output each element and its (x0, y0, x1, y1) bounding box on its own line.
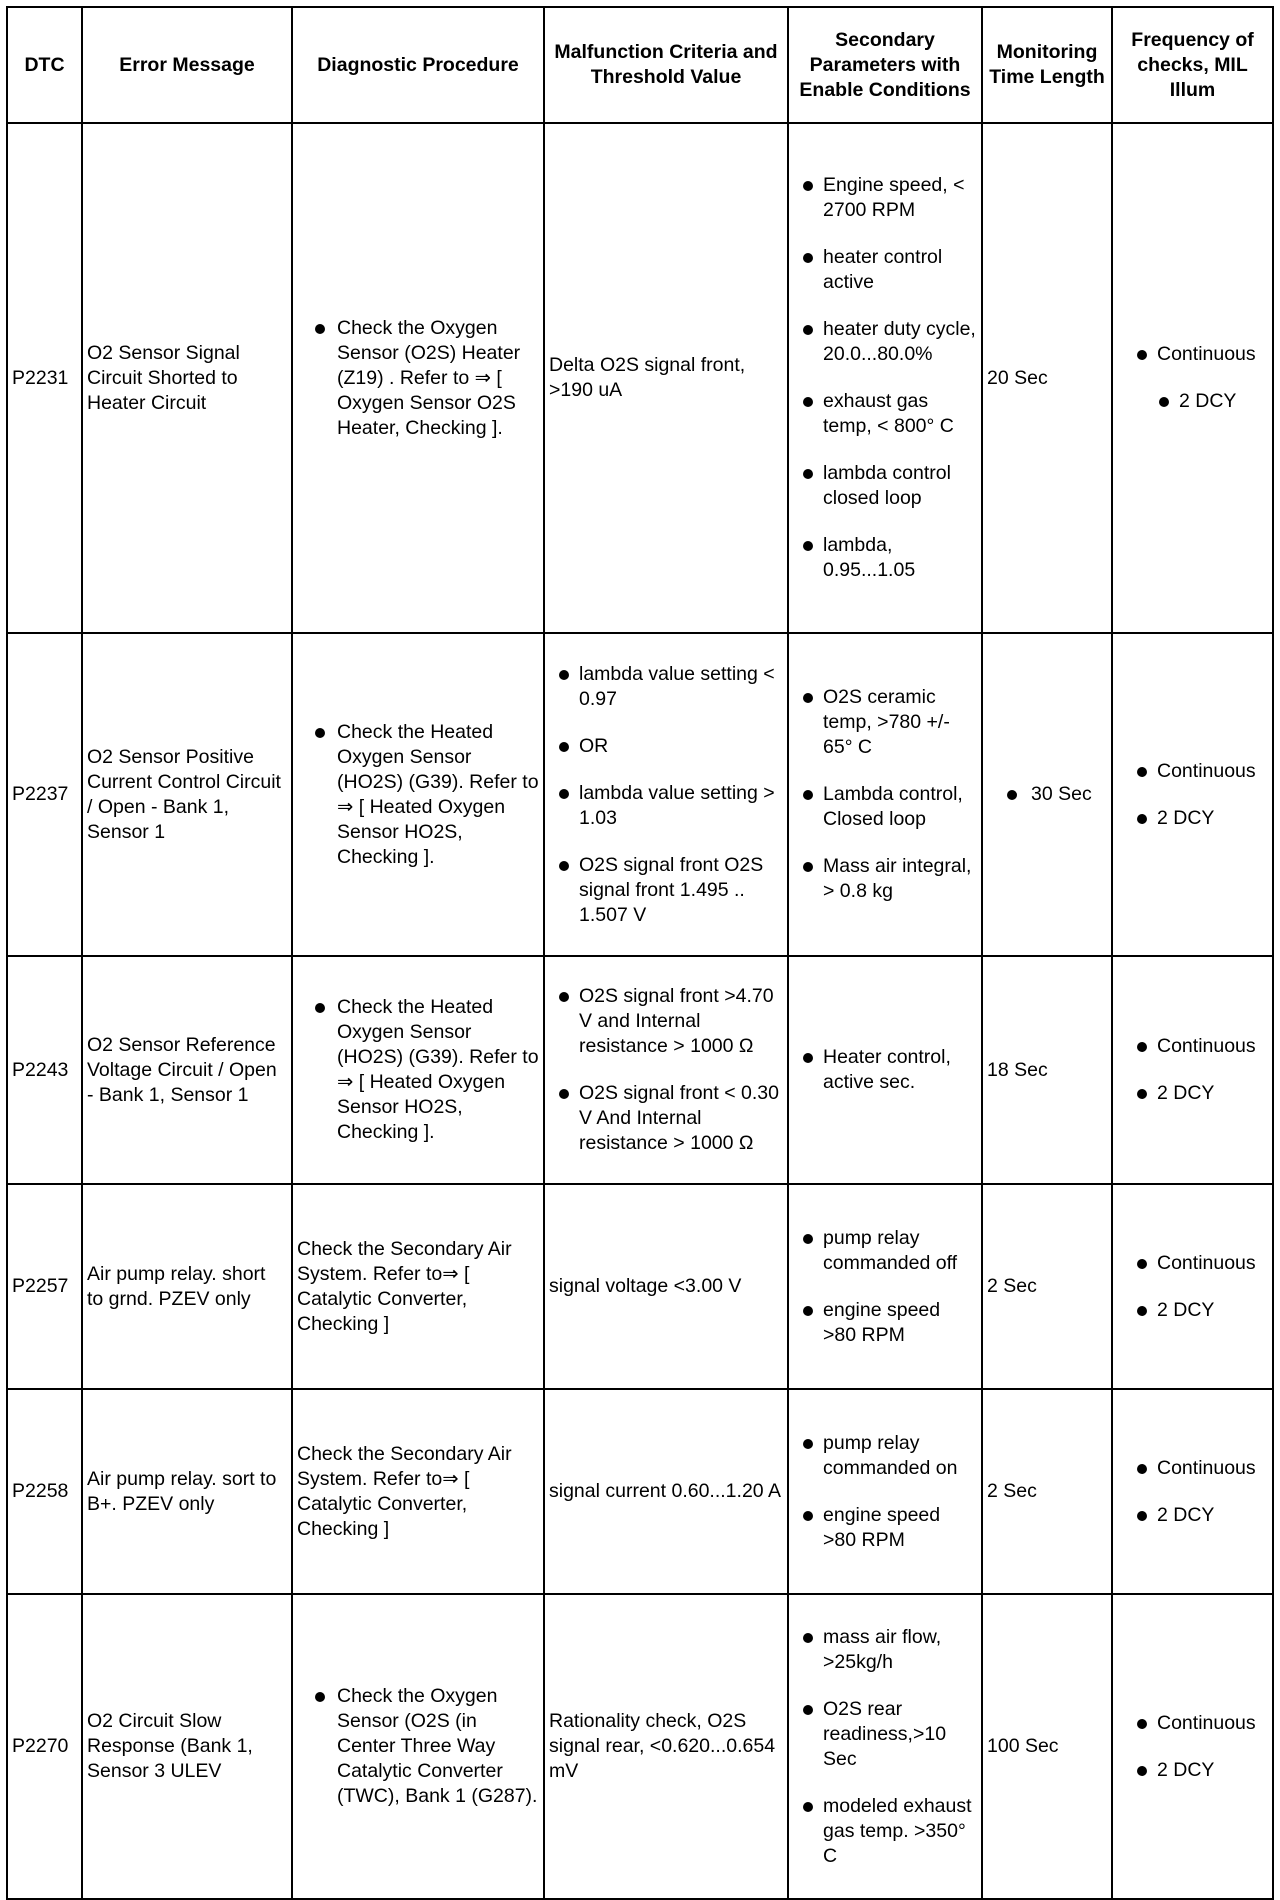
diagnostic-procedure-list (297, 720, 539, 870)
diagnostic-procedure (292, 1389, 544, 1594)
table-row (7, 123, 1273, 633)
list-item: 2 DCY (1117, 1298, 1268, 1323)
list-item: 2 DCY (1117, 1758, 1268, 1783)
secondary-parameters (788, 956, 982, 1184)
diagnostic-procedure (292, 956, 544, 1184)
list-item: heater control active (793, 245, 977, 295)
header-frequency: Frequency of checks, MIL Illum (1112, 7, 1273, 123)
monitoring-time-text: 2 Sec (987, 1275, 1037, 1297)
list-item: Continuous (1117, 1251, 1268, 1276)
list-item: O2S signal front < 0.30 V And Internal resistance > 1000 Ω (549, 1081, 783, 1156)
header-monitoring-time: Monitoring Time Length (982, 7, 1112, 123)
malfunction-criteria-text: signal current 0.60...1.20 A (549, 1480, 781, 1502)
list-item: lambda control closed loop (793, 461, 977, 511)
error-message: O2 Sensor Signal Circuit Shorted to Heater Circuit (82, 123, 292, 633)
table-row (7, 633, 1273, 956)
monitoring-time-text: 2 Sec (987, 1480, 1037, 1502)
list-item: OR (549, 734, 783, 759)
dtc-code: P2257 (7, 1184, 82, 1389)
header-malfunction-criteria: Malfunction Criteria and Threshold Value (544, 7, 788, 123)
monitoring-time-text: 100 Sec (987, 1735, 1059, 1757)
frequency-checks (1112, 123, 1273, 633)
list-item: heater duty cycle, 20.0...80.0% (793, 317, 977, 367)
frequency-checks-list (1117, 759, 1268, 831)
header-secondary-parameters: Secondary Parameters with Enable Conditions (788, 7, 982, 123)
error-message: O2 Sensor Reference Voltage Circuit / Open - Bank 1, Sensor 1 (82, 956, 292, 1184)
list-item: Check the Heated Oxygen Sensor (HO2S) (G39). Refer to ⇒ [ Heated Oxygen Sensor HO2S, Checking ]. (297, 720, 539, 870)
header-diagnostic-procedure: Diagnostic Procedure (292, 7, 544, 123)
malfunction-criteria-text: Delta O2S signal front, >190 uA (549, 354, 746, 401)
dtc-table (6, 6, 1274, 1900)
frequency-checks (1112, 1389, 1273, 1594)
list-item: modeled exhaust gas temp. >350° C (793, 1794, 977, 1869)
frequency-checks (1112, 1184, 1273, 1389)
secondary-parameters (788, 1594, 982, 1899)
diagnostic-procedure (292, 1184, 544, 1389)
header-row (7, 7, 1273, 123)
error-message: O2 Sensor Positive Current Control Circuit / Open - Bank 1, Sensor 1 (82, 633, 292, 956)
table-row (7, 1389, 1273, 1594)
malfunction-criteria-list (549, 984, 783, 1156)
secondary-parameters-list (793, 685, 977, 904)
error-message: Air pump relay. sort to B+. PZEV only (82, 1389, 292, 1594)
list-item: Check the Heated Oxygen Sensor (HO2S) (G39). Refer to ⇒ [ Heated Oxygen Sensor HO2S, Checking ]. (297, 995, 539, 1145)
frequency-checks-list (1117, 342, 1268, 414)
list-item: Continuous (1117, 1711, 1268, 1736)
secondary-parameters-list (793, 173, 977, 583)
list-item: 2 DCY (1117, 389, 1268, 414)
list-item: Continuous (1117, 759, 1268, 784)
malfunction-criteria (544, 1594, 788, 1899)
list-item: Continuous (1117, 1034, 1268, 1059)
list-item: exhaust gas temp, < 800° C (793, 389, 977, 439)
malfunction-criteria-text: Rationality check, O2S signal rear, <0.620...0.654 mV (549, 1710, 776, 1782)
diagnostic-procedure-list (297, 995, 539, 1145)
list-item: Continuous (1117, 1456, 1268, 1481)
error-message: Air pump relay. short to grnd. PZEV only (82, 1184, 292, 1389)
frequency-checks-list (1117, 1456, 1268, 1528)
list-item: Check the Oxygen Sensor (O2S (in Center Three Way Catalytic Converter (TWC), Bank 1 (G287). (297, 1684, 539, 1809)
table-row (7, 1184, 1273, 1389)
diagnostic-procedure-list (297, 316, 539, 441)
frequency-checks-list (1117, 1251, 1268, 1323)
list-item: 2 DCY (1117, 1081, 1268, 1106)
list-item: lambda value setting > 1.03 (549, 781, 783, 831)
list-item: 2 DCY (1117, 1503, 1268, 1528)
error-message: O2 Circuit Slow Response (Bank 1, Sensor 3 ULEV (82, 1594, 292, 1899)
header-error-message: Error Message (82, 7, 292, 123)
monitoring-time (982, 1184, 1112, 1389)
list-item: Engine speed, < 2700 RPM (793, 173, 977, 223)
list-item: O2S signal front O2S signal front 1.495 .. 1.507 V (549, 853, 783, 928)
list-item: Heater control, active sec. (793, 1045, 977, 1095)
list-item: O2S signal front >4.70 V and Internal resistance > 1000 Ω (549, 984, 783, 1059)
frequency-checks (1112, 1594, 1273, 1899)
secondary-parameters-list (793, 1226, 977, 1348)
dtc-code: P2243 (7, 956, 82, 1184)
malfunction-criteria-text: signal voltage <3.00 V (549, 1275, 742, 1297)
list-item: engine speed >80 RPM (793, 1298, 977, 1348)
dtc-code: P2270 (7, 1594, 82, 1899)
list-item: 2 DCY (1117, 806, 1268, 831)
monitoring-time (982, 1389, 1112, 1594)
diagnostic-procedure-text: Check the Secondary Air System. Refer to⇒ [ Catalytic Converter, Checking ] (297, 1237, 512, 1335)
list-item: O2S ceramic temp, >780 +/- 65° C (793, 685, 977, 760)
secondary-parameters-list (793, 1431, 977, 1553)
secondary-parameters-list (793, 1045, 977, 1095)
dtc-code: P2258 (7, 1389, 82, 1594)
frequency-checks (1112, 956, 1273, 1184)
monitoring-time (982, 633, 1112, 956)
secondary-parameters (788, 633, 982, 956)
frequency-checks-list (1117, 1711, 1268, 1783)
list-item: Mass air integral, > 0.8 kg (793, 854, 977, 904)
monitoring-time-text: 18 Sec (987, 1058, 1048, 1081)
frequency-checks-list (1117, 1034, 1268, 1106)
diagnostic-procedure (292, 1594, 544, 1899)
list-item: mass air flow, >25kg/h (793, 1625, 977, 1675)
malfunction-criteria-list (549, 662, 783, 928)
list-item: pump relay commanded on (793, 1431, 977, 1481)
list-item: engine speed >80 RPM (793, 1503, 977, 1553)
secondary-parameters (788, 123, 982, 633)
list-item: lambda value setting < 0.97 (549, 662, 783, 712)
malfunction-criteria (544, 956, 788, 1184)
malfunction-criteria (544, 123, 788, 633)
monitoring-time (982, 1594, 1112, 1899)
list-item: lambda, 0.95...1.05 (793, 533, 977, 583)
monitoring-time-list (987, 782, 1107, 807)
list-item: Check the Oxygen Sensor (O2S) Heater (Z19) . Refer to ⇒ [ Oxygen Sensor O2S Heater, Checking ]. (297, 316, 539, 441)
dtc-code: P2231 (7, 123, 82, 633)
secondary-parameters-list (793, 1625, 977, 1869)
secondary-parameters (788, 1184, 982, 1389)
malfunction-criteria (544, 1389, 788, 1594)
dtc-table-sheet (6, 6, 1272, 1888)
monitoring-time (982, 956, 1112, 1184)
secondary-parameters (788, 1389, 982, 1594)
list-item: O2S rear readiness,>10 Sec (793, 1697, 977, 1772)
list-item: Lambda control, Closed loop (793, 782, 977, 832)
malfunction-criteria (544, 633, 788, 956)
header-dtc: DTC (7, 7, 82, 123)
diagnostic-procedure-list (297, 1684, 539, 1809)
diagnostic-procedure (292, 123, 544, 633)
monitoring-time (982, 123, 1112, 633)
diagnostic-procedure-text: Check the Secondary Air System. Refer to⇒ [ Catalytic Converter, Checking ] (297, 1442, 512, 1540)
monitoring-time-text: 20 Sec (987, 366, 1048, 389)
list-item: pump relay commanded off (793, 1226, 977, 1276)
list-item: Continuous (1117, 342, 1268, 367)
malfunction-criteria (544, 1184, 788, 1389)
table-row (7, 1594, 1273, 1899)
list-item: 30 Sec (987, 782, 1107, 807)
diagnostic-procedure (292, 633, 544, 956)
frequency-checks (1112, 633, 1273, 956)
table-row (7, 956, 1273, 1184)
dtc-code: P2237 (7, 633, 82, 956)
